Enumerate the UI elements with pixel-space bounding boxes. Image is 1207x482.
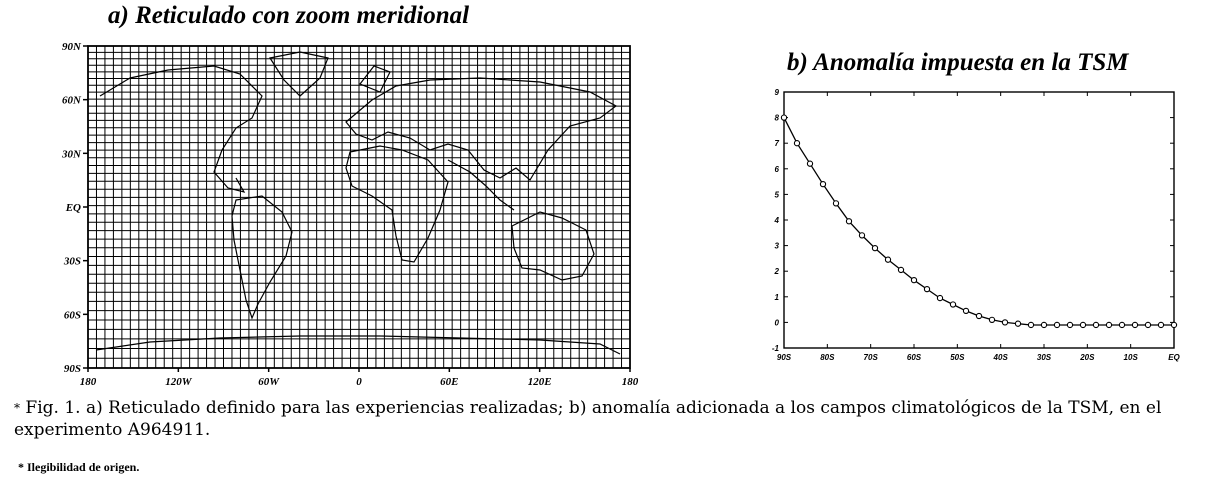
chart-x-tick-label: 20S [1080, 353, 1095, 362]
anomaly-data-point [963, 308, 968, 313]
coastline [448, 160, 514, 210]
caption-asterisk: * [14, 401, 20, 415]
chart-y-tick-label: 5 [774, 190, 779, 200]
anomaly-data-point [1028, 322, 1033, 327]
map-x-tick-label: 60E [440, 376, 459, 388]
anomaly-data-point [807, 161, 812, 166]
chart-x-tick-label: 90S [776, 353, 792, 362]
anomaly-data-point [1080, 322, 1085, 327]
coastline [346, 146, 448, 262]
anomaly-line-chart [772, 88, 1181, 362]
chart-y-tick-label: 3 [774, 241, 779, 251]
map-x-tick-label: 0 [356, 376, 362, 388]
chart-y-tick-label: 6 [774, 164, 779, 174]
anomaly-data-point [846, 219, 851, 224]
caption-text: Fig. 1. a) Reticulado definido para las experiencias realizadas; b) anomalía adicionada a los campos climatológicos de la TSM, en el experimento A964911. [14, 398, 1162, 440]
map-y-tick-label: EQ [65, 202, 81, 214]
anomaly-data-point [911, 278, 916, 283]
map-y-tick-label: 30N [62, 148, 81, 161]
chart-y-tick-label: 7 [774, 139, 779, 149]
map-y-tick-label: 90N [62, 41, 81, 53]
anomaly-data-point [1132, 322, 1137, 327]
chart-x-tick-label: 70S [863, 353, 878, 362]
anomaly-series-line [784, 118, 1174, 325]
anomaly-data-point [950, 302, 955, 307]
map-title: a) Reticulado con zoom meridional [108, 2, 470, 29]
map-x-tick-label: 180 [621, 376, 639, 388]
anomaly-data-point [833, 201, 838, 206]
anomaly-data-point [794, 141, 799, 146]
anomaly-data-point [872, 246, 877, 251]
chart-x-tick-label: 10S [1123, 353, 1138, 362]
legibility-footnote: * Ilegibilidad de origen. [18, 460, 140, 474]
map-x-tick-label: 60W [258, 376, 280, 388]
anomaly-data-point [898, 267, 903, 272]
anomaly-data-point [1171, 322, 1176, 327]
chart-y-tick-label: 8 [774, 113, 779, 123]
anomaly-data-point [1119, 322, 1124, 327]
anomaly-data-point [1041, 322, 1046, 327]
anomaly-data-point [1015, 321, 1020, 326]
anomaly-data-point [989, 317, 994, 322]
anomaly-data-point [1002, 320, 1007, 325]
anomaly-chart-title: b) Anomalía impuesta en la TSM [787, 49, 1129, 76]
map-y-tick-label: 90S [63, 363, 81, 375]
map-x-tick-label: 120W [165, 376, 192, 388]
chart-y-tick-label: 4 [774, 216, 779, 225]
anomaly-data-point [1106, 322, 1111, 327]
chart-x-tick-label: 30S [1036, 353, 1052, 362]
chart-y-tick-label: 1 [774, 292, 779, 302]
anomaly-data-point [1158, 322, 1163, 327]
anomaly-data-point [924, 287, 929, 292]
chart-x-tick-label: 60S [906, 353, 922, 362]
chart-y-tick-label: 2 [774, 267, 779, 277]
map-y-tick-label: 60S [63, 309, 81, 322]
map-y-tick-label: 30S [63, 255, 81, 268]
anomaly-data-point [1093, 322, 1098, 327]
chart-y-tick-label: -1 [771, 344, 779, 353]
chart-x-tick-label: 50S [950, 353, 965, 362]
chart-y-tick-label: 9 [774, 88, 779, 97]
map-y-tick-label: 60N [62, 94, 81, 107]
grid-map-panel [61, 41, 639, 388]
anomaly-data-point [976, 313, 981, 318]
chart-x-tick-label: 80S [820, 353, 835, 362]
anomaly-data-point [937, 295, 942, 300]
map-x-tick-label: 180 [79, 376, 97, 388]
figure-caption [14, 397, 1204, 441]
chart-frame [784, 92, 1174, 348]
anomaly-data-point [1054, 322, 1059, 327]
chart-x-tick-label: EQ [1168, 353, 1180, 362]
coastline [346, 78, 616, 180]
map-x-tick-label: 120E [527, 376, 552, 388]
anomaly-data-point [1145, 322, 1150, 327]
map-coastlines [96, 52, 620, 354]
anomaly-data-point [1067, 322, 1072, 327]
chart-y-tick-label: 0 [774, 318, 779, 328]
anomaly-data-point [885, 257, 890, 262]
anomaly-data-point [820, 182, 825, 187]
chart-x-tick-label: 40S [993, 353, 1008, 362]
anomaly-data-point [859, 233, 864, 238]
anomaly-data-point [781, 115, 786, 120]
